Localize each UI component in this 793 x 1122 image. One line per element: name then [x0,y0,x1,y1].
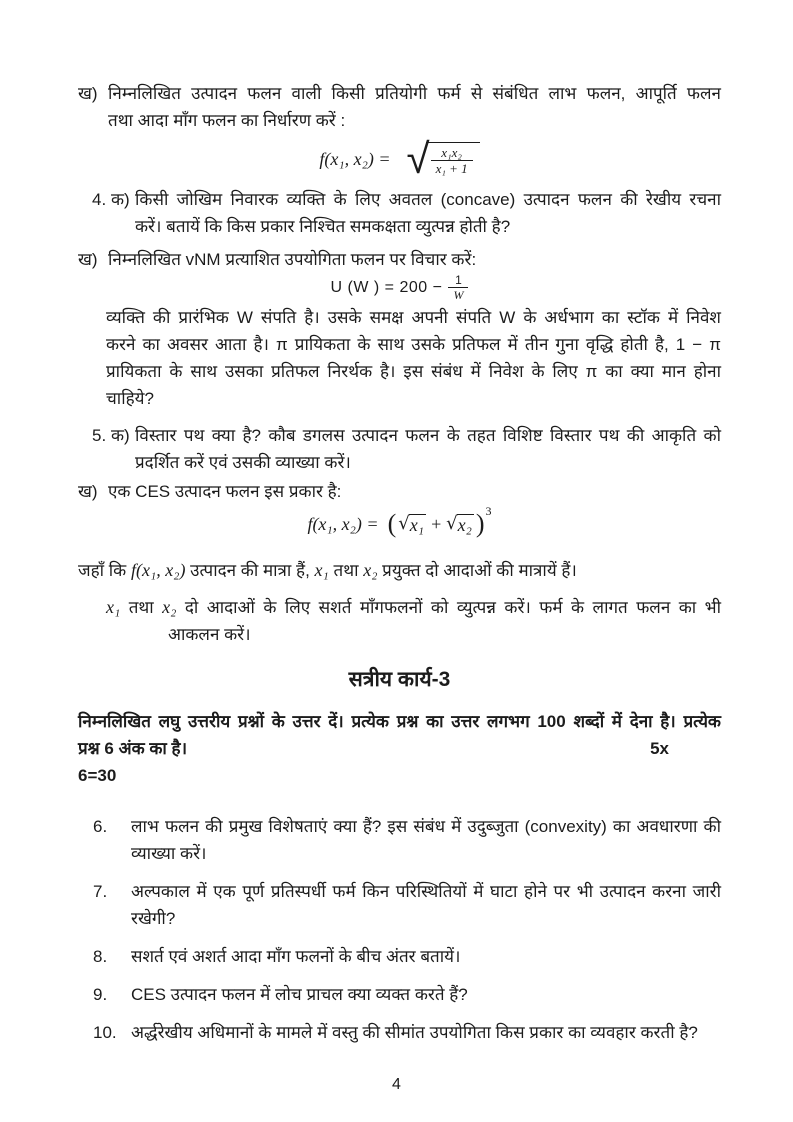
text-line: CES उत्पादन फलन में लोच प्राचल क्या व्यक्त करते हैं? [131,985,468,1004]
question-text [131,943,721,970]
formula-lhs: U (W ) = 200 − [330,279,443,296]
paragraph-derive [106,594,721,648]
radicand [426,142,480,177]
fraction-denominator: x₁ + 1 [431,160,473,177]
text-line: सशर्त एवं अशर्त आदा माँग फलनों के बीच अंतर बतायें। [131,947,461,966]
marks-value: 5x [650,739,669,758]
radical-sign-icon: √ [406,134,430,183]
text-line: व्याख्या करें। [131,844,207,863]
question-4b-text [108,246,721,273]
text-line: निम्नलिखित उत्पादन फलन वाली किसी प्रतियोगी फर्म से संबंधित लाभ फलन, आपूर्ति फलन [108,84,721,103]
question-text [131,813,721,867]
text-line: अर्द्धरेखीय अधिमानों के मामले में वस्तु की सीमांत उपयोगिता किस प्रकार का व्यवहार करती है? [131,1023,698,1042]
question-8 [78,943,721,970]
plus-sign: + [429,513,443,534]
formula-ces [78,503,721,541]
text-line: आकलन करें। [168,625,251,644]
formula-production-function [78,136,721,182]
text-line: व्यक्ति की प्रारंभिक W संपति है। उसके समक्ष अपनी संपति W के अर्धभाग का स्टॉक में निवेश [106,308,721,327]
fraction-numerator: x₁x₂ [441,144,462,160]
question-4a [78,186,721,240]
question-10 [78,1019,721,1046]
question-4a-text [135,186,721,240]
square-root [398,514,426,534]
text-line: करने का अवसर आता है। π प्रायिकता के साथ उसके प्रतिफल में तीन गुना वृद्धि होती है, 1 − π [106,335,721,354]
page-number: 4 [392,1076,401,1093]
question-4b [78,246,721,273]
question-4a-label: क) [111,190,130,209]
text-line: अल्पकाल में एक पूर्ण प्रतिस्पर्धी फर्म किन परिस्थितियों में घाटा होने पर भी उत्पादन करना जारी [131,882,721,901]
text-line: करें। बतायें कि किस प्रकार निश्चित समकक्षता व्युत्पन्न होती है? [135,217,511,236]
open-paren: ( [387,509,397,538]
text-line: तथा आदा माँग फलन का निर्धारण करें : [108,111,346,130]
inline-math: x₁ [106,597,121,617]
fraction [431,145,473,177]
section-heading: सत्रीय कार्य-3 [348,668,451,691]
text-line: विस्तार पथ क्या है? कौब डगलस उत्पादन फलन के तहत विशिष्ट विस्तार पथ की आकृति को [135,426,721,445]
marks-total: 6=30 [78,766,117,785]
question-text [131,1019,721,1046]
inline-math: x₁ [314,560,329,580]
question-number: 8. [93,947,108,966]
radical-sign-icon: √ [446,513,458,534]
question-number: 10. [93,1023,117,1042]
square-root [446,514,474,534]
question-4-number: 4. [92,190,107,209]
section-instructions [78,708,721,789]
question-text [131,878,721,932]
inline-math: x₂ [162,597,177,617]
text-segment: प्रयुक्त दो आदाओं की मात्रायें हैं। [377,561,577,580]
fraction-denominator: W [448,287,468,302]
exponent: 3 [485,503,492,518]
question-9 [78,981,721,1008]
text-segment: उत्पादन की मात्रा हैं, [185,561,315,580]
question-number: 9. [93,985,108,1004]
text-segment: तथा [328,561,364,580]
square-root [406,134,480,183]
paragraph-wealth [78,304,721,412]
question-5b-text [108,478,721,505]
text-segment: प्रश्न 6 अंक का है। [78,739,188,758]
question-7 [78,878,721,932]
formula-vnm-utility [78,274,721,302]
text-line: रखेगी? [131,909,176,928]
fraction-numerator: 1 [455,273,462,287]
text-segment: तथा [120,598,163,617]
text-line: प्रदर्शित करें एवं उसकी व्याख्या करें। [135,453,351,472]
text-segment: जहाँ कि [78,561,131,580]
text-line: एक CES उत्पादन फलन इस प्रकार है: [108,482,342,501]
text-line: निम्नलिखित लघु उत्तरीय प्रश्नों के उत्तर दें। प्रत्येक प्रश्न का उत्तर लगभग 100 शब्दों में देना है। प्रत्येक [78,712,721,731]
text-line [78,557,721,584]
inline-math: x₂ [363,560,378,580]
question-3b-label: ख) [78,84,98,103]
close-paren: ) [475,509,485,538]
text-line: चाहिये? [106,389,154,408]
formula-lhs: f(x₁, x₂) = [319,148,391,169]
question-number: 6. [93,817,108,836]
text-line: प्रायिकता के साथ उसका प्रतिफल निरर्थक है। इस संबंध में निवेश के लिए π का क्या मान होना [106,362,721,381]
question-5a-text [135,422,721,476]
question-text [131,981,721,1008]
question-5a [78,422,721,476]
radicand: x₁ [409,515,424,535]
question-5-number: 5. [92,426,107,445]
question-4b-label: ख) [78,250,98,269]
question-5b-label: ख) [78,482,98,501]
question-3b-text [108,80,721,134]
question-5a-label: क) [111,426,130,445]
text-line [78,735,721,762]
radical-sign-icon: √ [398,513,410,534]
question-6 [78,813,721,867]
text-line: निम्नलिखित vNM प्रत्याशित उपयोगिता फलन पर विचार करें: [108,250,477,269]
text-line [106,594,721,621]
fraction [448,274,468,302]
question-5b [78,478,721,505]
formula-lhs: f(x₁, x₂) = [307,513,379,534]
question-number: 7. [93,882,108,901]
radicand: x₂ [457,515,472,535]
paragraph-where [78,557,721,584]
inline-math: f(x₁, x₂) [130,560,186,580]
text-segment: दो आदाओं के लिए सशर्त माँगफलनों को व्युत्पन्न करें। फर्म के लागत फलन का भी [176,598,721,617]
text-line: किसी जोखिम निवारक व्यक्ति के लिए अवतल (concave) उत्पादन फलन की रेखीय रचना [135,190,721,209]
question-3b [78,80,721,134]
text-line: लाभ फलन की प्रमुख विशेषताएं क्या हैं? इस संबंध में उदुब्जुता (convexity) का अवधारणा की [131,817,721,836]
